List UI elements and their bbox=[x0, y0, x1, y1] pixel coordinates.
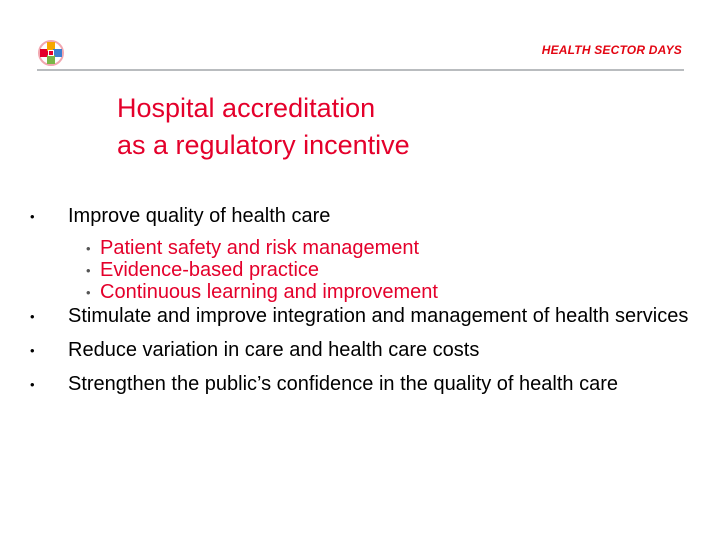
bullet-item bbox=[30, 305, 700, 328]
sub-bullet-text: Evidence-based practice bbox=[100, 259, 320, 281]
bullet-text: Stimulate and improve integration and management of health services bbox=[68, 305, 689, 327]
sub-bullet-icon: • bbox=[86, 285, 91, 300]
sub-bullet-item bbox=[30, 237, 700, 260]
bullet-text: Reduce variation in care and health care costs bbox=[68, 339, 480, 361]
sub-bullet-text: Continuous learning and improvement bbox=[100, 281, 438, 303]
sub-bullet-list bbox=[30, 237, 700, 304]
bullet-text: Strengthen the public’s confidence in the quality of health care bbox=[68, 373, 618, 395]
health-sector-days-logo-icon bbox=[37, 39, 65, 67]
slide-title bbox=[117, 90, 410, 164]
bullet-text: Improve quality of health care bbox=[68, 205, 331, 227]
header-divider bbox=[37, 69, 684, 71]
brand-wordmark: HEALTH SECTOR DAYS bbox=[541, 43, 682, 57]
bullet-icon: • bbox=[30, 377, 35, 392]
bullet-icon: • bbox=[30, 309, 35, 324]
bullet-icon: • bbox=[30, 209, 35, 224]
bullet-icon: • bbox=[30, 343, 35, 358]
bullet-item bbox=[30, 339, 700, 362]
bullet-list bbox=[30, 205, 700, 396]
sub-bullet-item bbox=[30, 259, 700, 282]
sub-bullet-item bbox=[30, 281, 700, 304]
title-line-1: Hospital accreditation bbox=[117, 93, 376, 123]
sub-bullet-icon: • bbox=[86, 241, 91, 256]
bullet-item bbox=[30, 373, 700, 396]
sub-bullet-icon: • bbox=[86, 263, 91, 278]
bullet-item bbox=[30, 205, 700, 228]
sub-bullet-text: Patient safety and risk management bbox=[100, 237, 420, 259]
title-line-2: as a regulatory incentive bbox=[117, 130, 410, 160]
